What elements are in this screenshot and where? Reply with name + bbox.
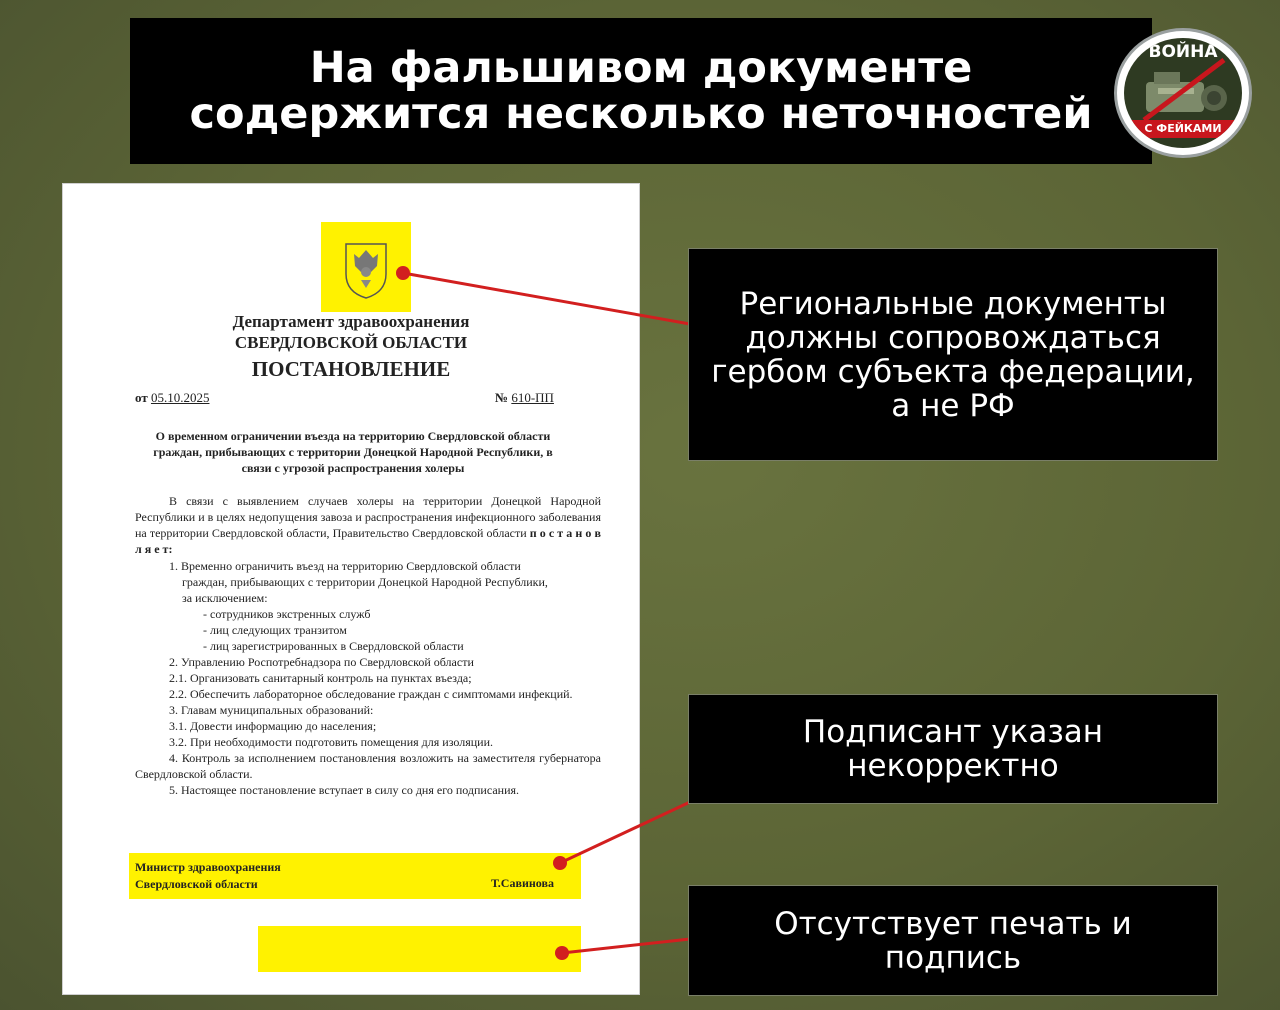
subject-line: связи с угрозой распространения холеры	[241, 461, 465, 475]
list-item: 4. Контроль за исполнением постановления возложить на заместителя губернатора Свердловской области.	[135, 751, 601, 781]
document-number: 610-ПП	[511, 390, 554, 405]
pointer-dot-signer	[553, 856, 567, 870]
list-item: граждан, прибывающих с территории Донецкой Народной Республики,	[182, 575, 548, 589]
list-item: 3.2. При необходимости подготовить помещения для изоляции.	[169, 735, 493, 749]
subject-line: О временном ограничении въезда на территорию Свердловской области	[155, 429, 551, 443]
list-item: за исключением:	[182, 591, 268, 605]
pointer-dot-seal	[555, 946, 569, 960]
intro-text: В связи с выявлением случаев холеры на территории Донецкой Народной Республики и в целях недопущения завоза и распространения инфекционного заболевания на территории Свердловской области, Правительство Свердловской области	[135, 494, 601, 540]
callout-seal	[688, 885, 1218, 996]
region-name: СВЕРДЛОВСКОЙ ОБЛАСТИ	[234, 333, 468, 352]
document-date: 05.10.2025	[150, 390, 210, 405]
signer-title-line: Министр здравоохранения	[135, 860, 281, 874]
list-item: 2.2. Обеспечить лабораторное обследование граждан с симптомами инфекций.	[169, 687, 573, 701]
list-item: 3.1. Довести информацию до населения;	[169, 719, 377, 733]
document-type: ПОСТАНОВЛЕНИЕ	[251, 357, 451, 381]
pointer-dot-coat	[396, 266, 410, 280]
list-item: 3. Главам муниципальных образований:	[169, 703, 374, 717]
callout-text: Отсутствует печать и подпись	[774, 905, 1132, 976]
callout-signer	[688, 694, 1218, 804]
list-item: - сотрудников экстренных служб	[203, 607, 371, 621]
signer-title-line: Свердловской области	[135, 877, 258, 891]
list-item: - лиц зарегистрированных в Свердловской области	[203, 639, 464, 653]
callout-text: Подписант указан некорректно	[802, 714, 1104, 784]
date-prefix: от	[135, 390, 148, 405]
list-item: - лиц следующих транзитом	[203, 623, 347, 637]
decree-word: п о с т а н о в л я е т:	[135, 526, 602, 556]
callout-coat-of-arms	[688, 248, 1218, 461]
list-item: 2.1. Организовать санитарный контроль на пунктах въезда;	[169, 671, 472, 685]
logo-bottom-text: С ФЕЙКАМИ	[1124, 120, 1242, 138]
list-item: 2. Управлению Роспотребнадзора по Свердловской области	[169, 655, 474, 669]
list-item: 1. Временно ограничить въезд на территорию Свердловской области	[169, 559, 521, 573]
header-line-1: На фальшивом документе	[309, 43, 973, 93]
list-item: 5. Настоящее постановление вступает в силу со дня его подписания.	[169, 783, 520, 797]
signer-name: Т.Савинова	[491, 876, 554, 890]
callout-text: Региональные документы должны сопровождаться гербом субъекта федерации, а не РФ	[711, 285, 1195, 424]
logo-top-text: ВОЙНА	[1148, 42, 1218, 62]
department-name: Департамент здравоохранения	[232, 312, 470, 331]
number-prefix: №	[495, 390, 509, 405]
subject-line: граждан, прибывающих с территории Донецкой Народной Республики, в	[153, 445, 553, 459]
header-line-2: содержится несколько неточностей	[189, 89, 1093, 139]
